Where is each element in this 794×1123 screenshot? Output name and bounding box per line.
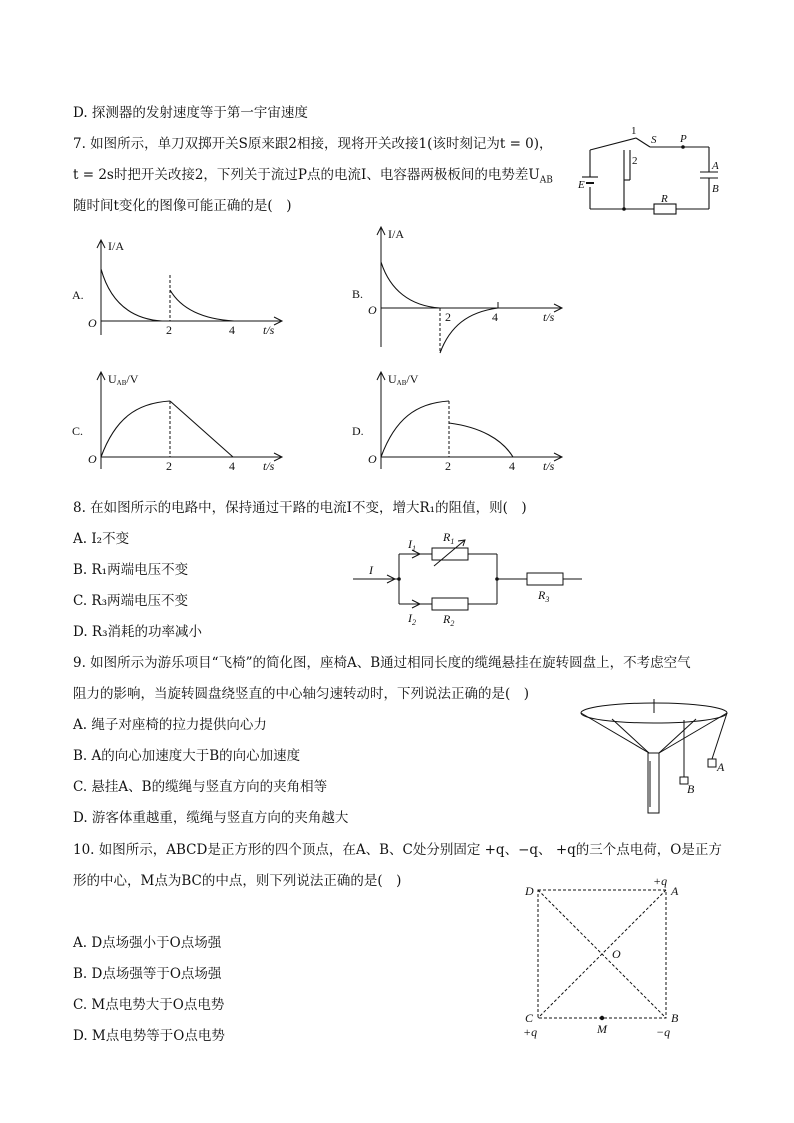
graph-b-curve1 [381,262,440,308]
graph-d-option-label: D. [352,424,364,438]
graph-a-origin: O [88,316,97,330]
q8-label-r3: $R_3$ [538,588,550,604]
q7-stem-line2: t = 2s时把开关改接2，下列关于流过P点的电流I、电容器两极板间的电势差$U_{AB}$ [73,167,553,186]
q7-stem-line1: 7. 如图所示，单刀双掷开关S原来跟2相接，现将开关改接1(该时刻记为t = 0)， [73,136,553,152]
q9-option-d: D. 游客体重越重，缆绳与竖直方向的夹角越大 [73,810,349,826]
q9-seat-a [708,759,716,767]
graph-c-option-label: C. [72,424,84,438]
graph-b-tick-4: 4 [492,310,498,324]
q7-graph-c [70,367,300,475]
q9-label-a: A [717,760,725,774]
q8-label-r1: $R_1$ [443,530,455,546]
q8-label-r2: $R_2$ [443,612,455,628]
q10-option-d: D. M点电势等于O点电势 [73,1028,225,1044]
q8-option-a: A. I₂不变 [73,531,130,547]
graph-a-tick-2: 2 [166,323,172,337]
graph-d-origin: O [368,452,377,466]
q8-circuit-diagram [350,528,585,630]
graph-c-tick-2: 2 [166,459,172,473]
q9-option-a: A. 绳子对座椅的拉力提供向心力 [73,717,267,733]
graph-a-tick-4: 4 [229,323,235,337]
q7-stem-line3: 随时间t变化的图像可能正确的是( ) [73,198,292,214]
q8-option-b: B. R₁两端电压不变 [73,562,189,578]
q10-stem-line1: 10. 如图所示，ABCD是正方形的四个顶点，在A、B、C处分别固定 +q、−q、 +q的三个点电荷，O是正方 [73,842,722,858]
q10-point-m [600,1016,604,1020]
graph-d-curve-charge [381,401,449,457]
q9-stem-line1: 9. 如图所示为游乐项目“飞椅”的简化图，座椅A、B通过相同长度的缆绳悬挂在旋转圆盘上，不考虑空气 [73,655,691,671]
q9-flying-chair-figure [572,695,737,820]
q10-label-c: C [525,1011,534,1025]
graph-c-y-label: UAB/V [108,372,139,387]
graph-d-curve-discharge [449,423,513,457]
q10-charge-a: +q [653,874,668,888]
q10-label-b: B [671,1011,679,1025]
q10-label-o: O [612,947,621,961]
q10-stem-line2: 形的中心，M点为BC的中点，则下列说法正确的是( ) [73,873,402,889]
q9-option-c: C. 悬挂A、B的缆绳与竖直方向的夹角相等 [73,779,328,795]
graph-a-option-label: A. [72,288,84,302]
q7-circuit-diagram [572,122,732,218]
graph-b-option-label: B. [352,287,364,301]
q8-label-i2: $I_2$ [408,611,416,627]
graph-c-x-label: t/s [263,459,275,473]
q7-graph-b [350,222,580,357]
graph-b-x-label: t/s [543,310,555,324]
graph-a-curve1 [101,269,162,321]
graph-d-y-label: UAB/V [388,372,419,387]
q7-junction-dot [622,207,626,211]
graph-b-origin: O [368,303,377,317]
q10-option-a: A. D点场强小于O点场强 [73,935,222,951]
graph-a-x-label: t/s [263,323,275,337]
q8-r2-resistor [432,598,468,610]
q6-option-d: D. 探测器的发射速度等于第一宇宙速度 [73,105,308,121]
q9-rope-a [712,713,727,759]
graph-a-curve2 [170,290,234,321]
q10-square-charges-figure [515,870,695,1042]
q7-label-b: B [712,183,719,195]
q7-label-e: E [578,179,585,191]
q7-label-r: R [661,193,668,205]
q7-label-a: A [712,160,719,172]
graph-c-origin: O [88,452,97,466]
graph-d-tick-4: 4 [509,459,515,473]
q7-label-s: S [651,134,657,146]
q8-label-i1: $I_1$ [408,537,416,553]
graph-d-tick-2: 2 [445,459,451,473]
q10-option-c: C. M点电势大于O点电势 [73,997,225,1013]
q8-option-d: D. R₃消耗的功率减小 [73,624,203,640]
q8-r1-resistor [432,548,468,560]
q7-point-p-dot [681,145,685,149]
graph-b-y-label: I/A [388,227,404,241]
q7-label-p: P [680,133,687,145]
q10-charge-b: −q [656,1025,671,1039]
q8-label-i: I [369,563,373,577]
q10-label-d: D [525,884,534,898]
q8-option-c: C. R₃两端电压不变 [73,593,189,609]
q10-charge-c: +q [523,1025,538,1039]
q7-label-2: 2 [632,155,638,167]
q10-label-m: M [597,1022,607,1036]
graph-c-curve-charge [101,401,170,457]
graph-b-tick-2: 2 [445,310,451,324]
graph-d-x-label: t/s [543,459,555,473]
graph-c-line-discharge [170,401,233,457]
graph-c-tick-4: 4 [229,459,235,473]
q8-stem: 8. 在如图所示的电路中，保持通过干路的电流I不变，增大R₁的阻值，则( ) [73,500,527,516]
graph-a-y-label: I/A [108,239,124,253]
q7-graph-d [350,367,580,475]
q9-stem-line2: 阻力的影响，当旋转圆盘绕竖直的中心轴匀速转动时，下列说法正确的是( ) [73,686,530,702]
q7-label-1: 1 [631,125,637,137]
q8-r3-resistor [527,573,563,585]
q9-label-b: B [687,782,695,796]
q7-graph-a [70,235,300,340]
q10-option-b: B. D点场强等于O点场强 [73,966,222,982]
q10-label-a: A [671,884,679,898]
q9-option-b: B. A的向心加速度大于B的向心加速度 [73,748,301,764]
